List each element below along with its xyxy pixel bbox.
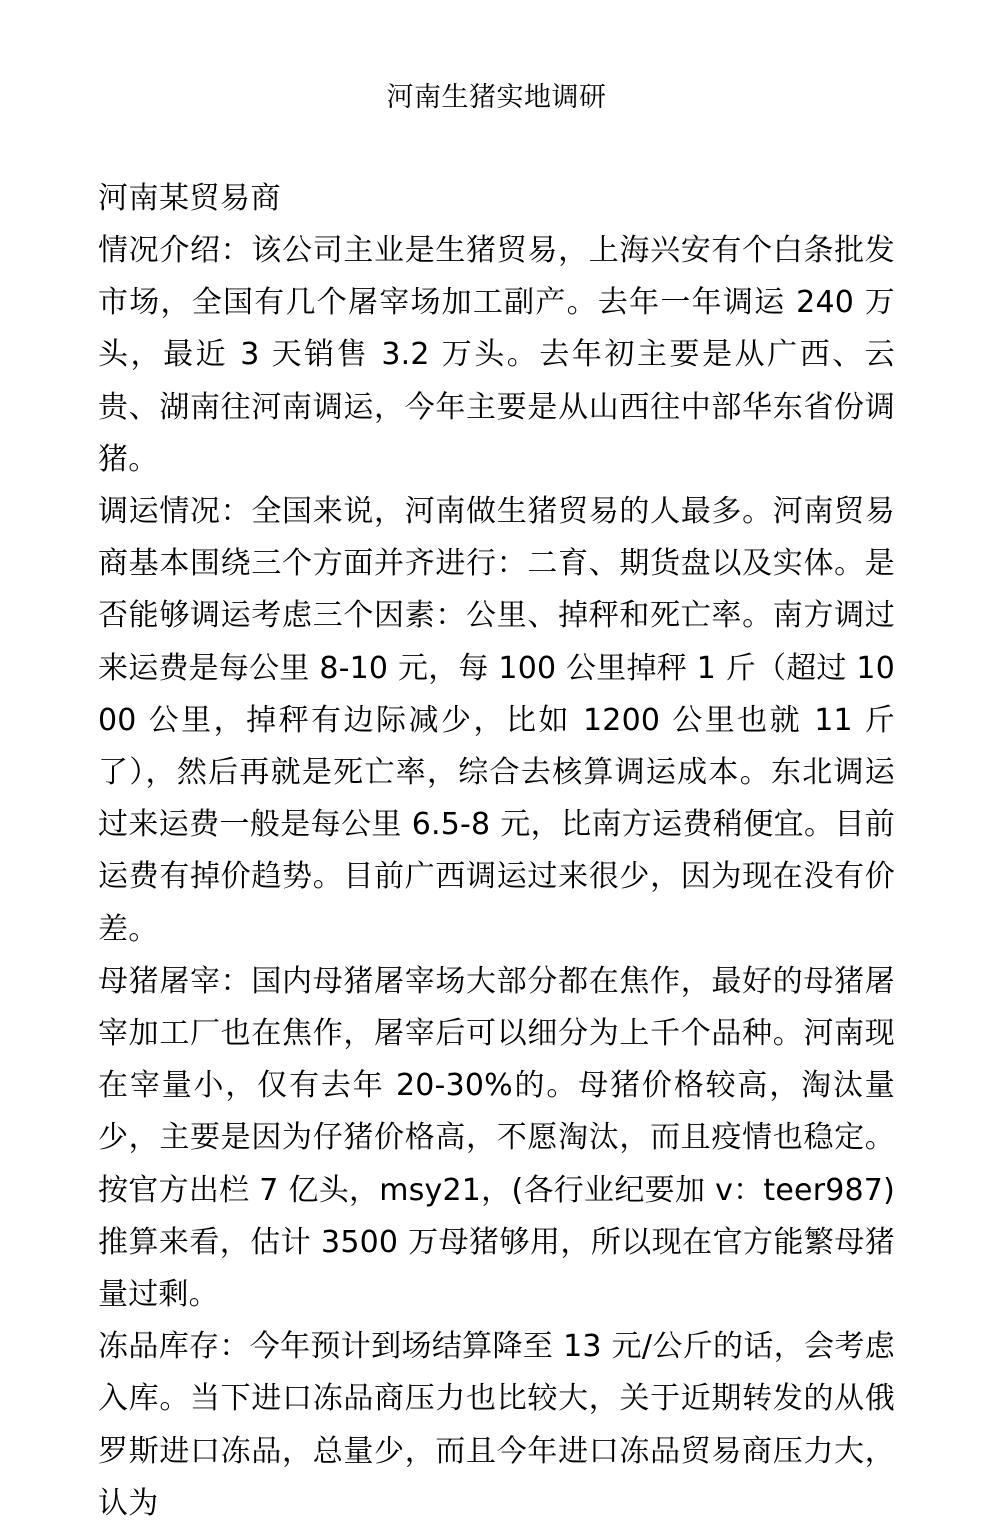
paragraph-sow-slaughter: 母猪屠宰：国内母猪屠宰场大部分都在焦作，最好的母猪屠宰加工厂也在焦作，屠宰后可以细分为上千个品种。河南现在宰量小，仅有去年 20-30%的。母猪价格较高，淘汰量少，主要是因为仔猪价格高，不愿淘汰，而且疫情也稳定。按官方出栏 7 亿头，msy21，(各行业纪要加 v：teer987)推算来看，估计 3500 万母猪够用，所以现在官方能繁母猪量过剩。	[98, 963, 895, 1313]
document-body	[98, 173, 895, 1530]
paragraph-frozen-inventory: 冻品库存：今年预计到场结算降至 13 元/公斤的话，会考虑入库。当下进口冻品商压力也比较大，关于近期转发的从俄罗斯进口冻品，总量少，而且今年进口冻品贸易商压力大，认为	[98, 1329, 895, 1521]
document-title: 河南生猪实地调研	[386, 82, 607, 113]
section-heading: 河南某贸易商	[98, 181, 281, 216]
paragraph-company-overview: 情况介绍：该公司主业是生猪贸易，上海兴安有个白条批发市场，全国有几个屠宰场加工副产。去年一年调运 240 万头，最近 3 天销售 3.2 万头。去年初主要是从广西、云贵、湖南往河南调运，今年主要是从山西往中部华东省份调猪。	[98, 233, 895, 477]
paragraph-transport-situation: 调运情况：全国来说，河南做生猪贸易的人最多。河南贸易商基本围绕三个方面并齐进行：二育、期货盘以及实体。是否能够调运考虑三个因素：公里、掉秤和死亡率。南方调过来运费是每公里 8-10 元，每 100 公里掉秤 1 斤（超过 1000 公里，掉秤有边际减少，比如 1200 公里也就 11 斤了），然后再就是死亡率，综合去核算调运成本。东北调运过来运费一般是每公里 6.5-8 元，比南方运费稍便宜。目前运费有掉价趋势。目前广西调运过来很少，因为现在没有价差。	[98, 494, 895, 947]
